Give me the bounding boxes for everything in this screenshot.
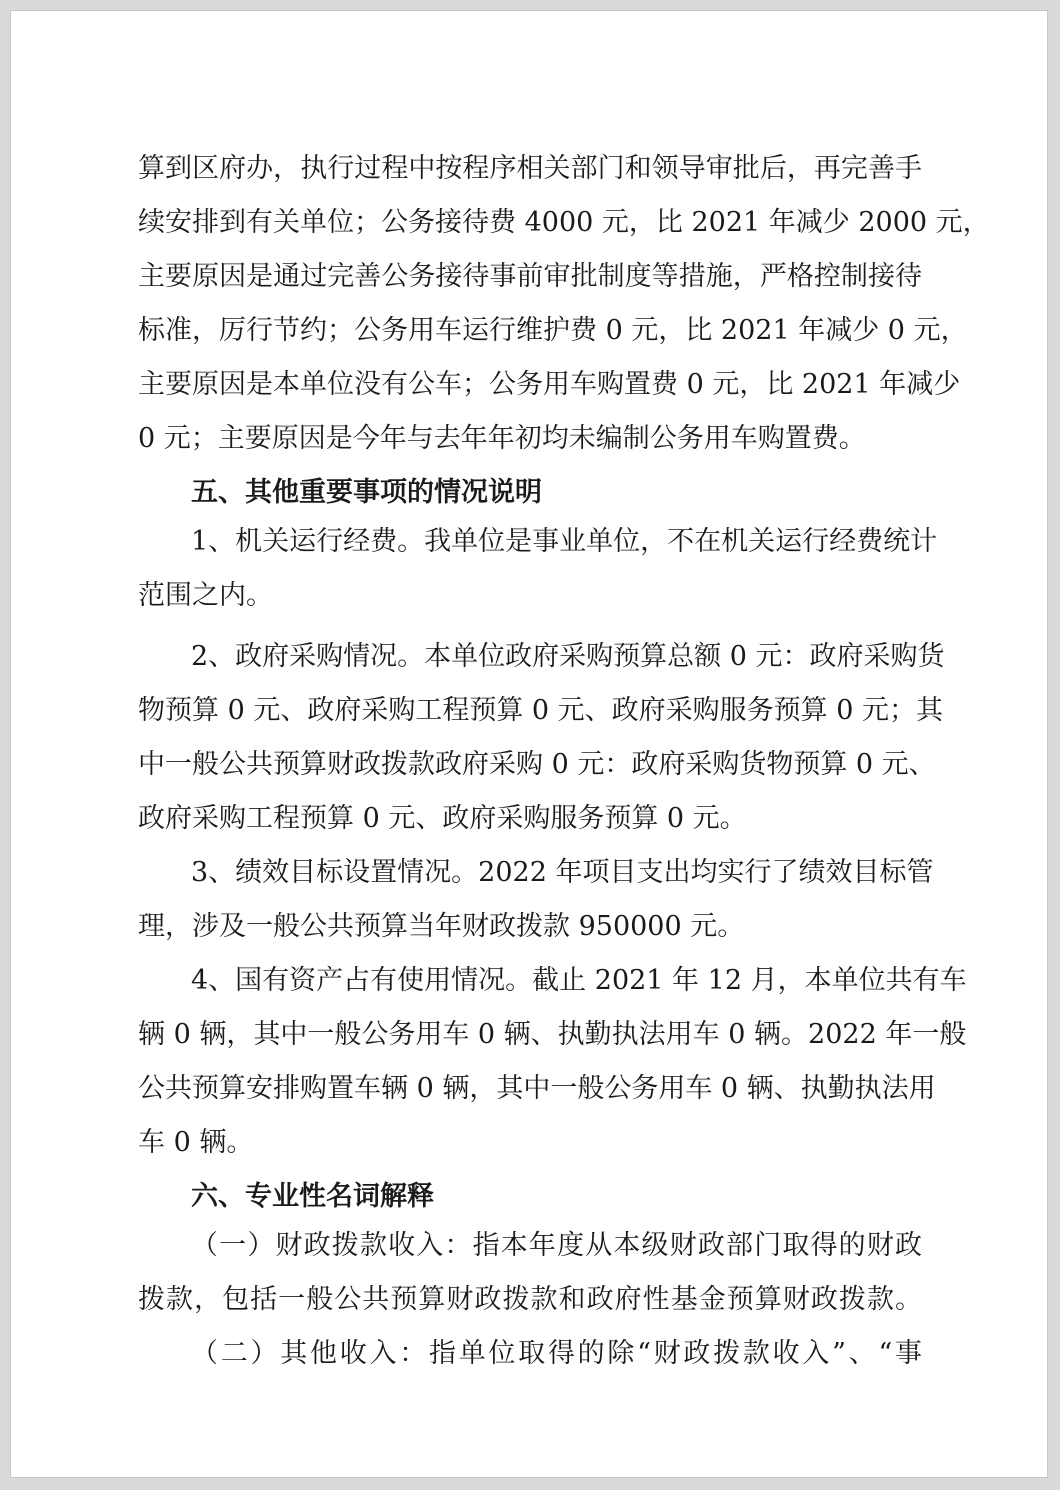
body-text-line: 2、政府采购情况。本单位政府采购预算总额 0 元：政府采购货	[191, 641, 945, 672]
body-text-line: 0 元；主要原因是今年与去年年初均未编制公务用车购置费。	[138, 423, 866, 454]
body-text-line: 1、机关运行经费。我单位是事业单位，不在机关运行经费统计	[191, 526, 938, 557]
body-text-line: 算到区府办，执行过程中按程序相关部门和领导审批后，再完善手	[138, 153, 922, 184]
body-text-line: 物预算 0 元、政府采购工程预算 0 元、政府采购服务预算 0 元；其	[138, 695, 944, 726]
body-text-line: 政府采购工程预算 0 元、政府采购服务预算 0 元。	[138, 803, 747, 834]
body-text-line: 4、国有资产占有使用情况。截止 2021 年 12 月，本单位共有车	[191, 965, 967, 996]
body-text-line: （一）财政拨款收入：指本年度从本级财政部门取得的财政	[191, 1230, 922, 1261]
body-text-line: 主要原因是本单位没有公车；公务用车购置费 0 元，比 2021 年减少	[138, 369, 961, 400]
body-text-line: 车 0 辆。	[138, 1127, 254, 1158]
body-text-line: （二）其他收入：指单位取得的除“财政拨款收入”、“事	[191, 1338, 922, 1369]
body-text-line: 中一般公共预算财政拨款政府采购 0 元：政府采购货物预算 0 元、	[138, 749, 936, 780]
body-text-line: 3、绩效目标设置情况。2022 年项目支出均实行了绩效目标管	[191, 857, 934, 888]
section-heading: 五、其他重要事项的情况说明	[191, 477, 542, 508]
body-text-line: 公共预算安排购置车辆 0 辆，其中一般公务用车 0 辆、执勤执法用	[138, 1073, 936, 1104]
body-text-line: 续安排到有关单位；公务接待费 4000 元，比 2021 年减少 2000 元，	[138, 207, 990, 238]
section-heading: 六、专业性名词解释	[191, 1181, 434, 1212]
body-text-line: 拨款，包括一般公共预算财政拨款和政府性基金预算财政拨款。	[138, 1284, 922, 1315]
body-text-line: 范围之内。	[138, 580, 273, 611]
body-text-line: 辆 0 辆，其中一般公务用车 0 辆、执勤执法用车 0 辆。2022 年一般	[138, 1019, 967, 1050]
body-text-line: 标准，厉行节约；公务用车运行维护费 0 元，比 2021 年减少 0 元，	[138, 315, 968, 346]
document-page	[10, 10, 1048, 1478]
body-text-line: 主要原因是通过完善公务接待事前审批制度等措施，严格控制接待	[138, 261, 922, 292]
body-text-line: 理，涉及一般公共预算当年财政拨款 950000 元。	[138, 911, 745, 942]
